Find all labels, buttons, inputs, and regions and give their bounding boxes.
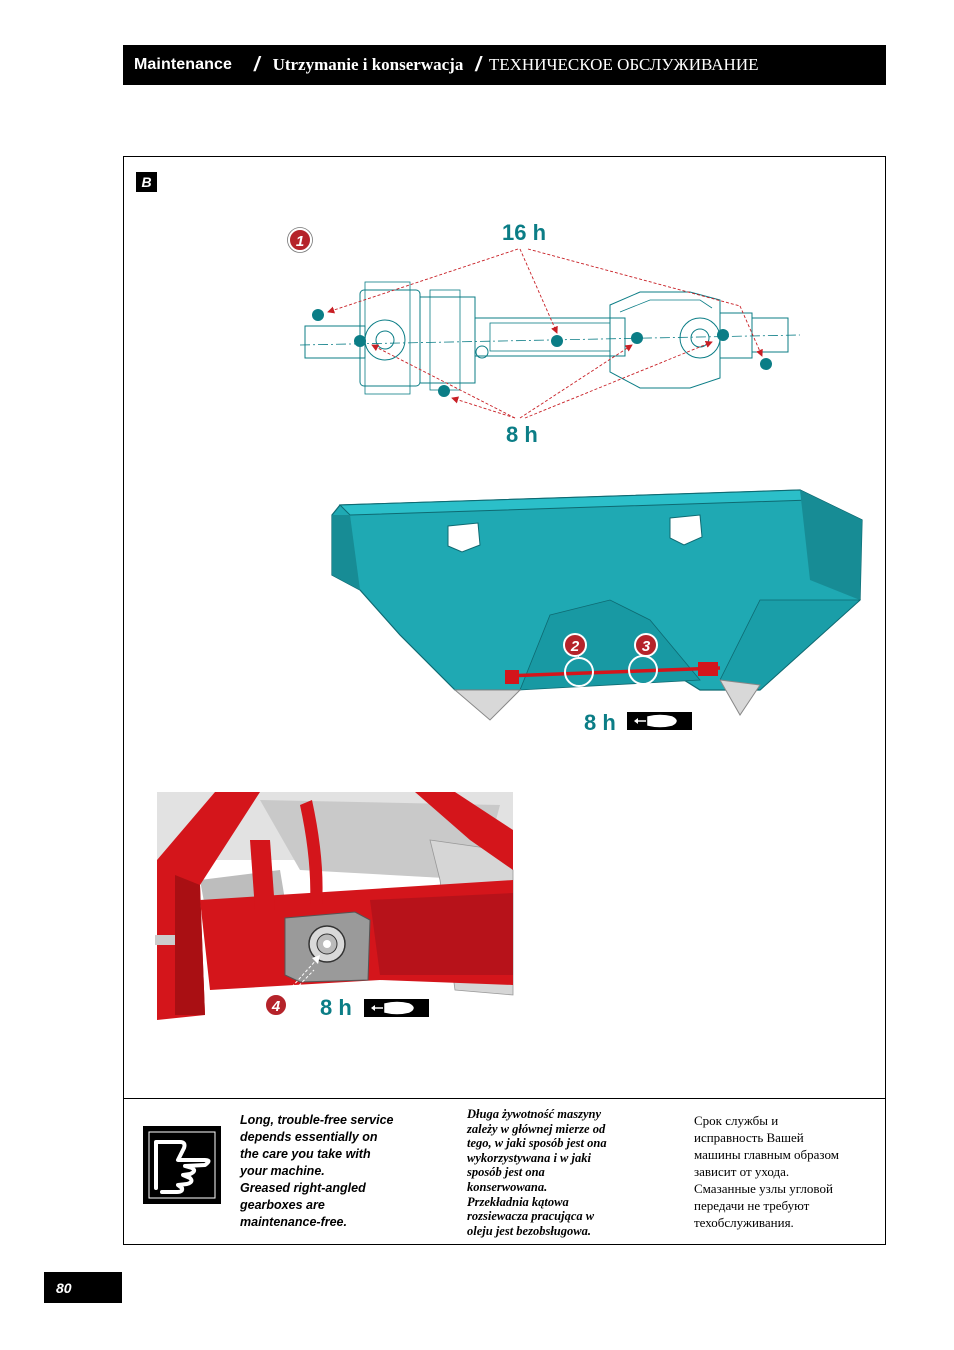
note-line: Смазанные узлы угловой (694, 1181, 833, 1196)
note-line: wykorzystywana i w jaki (467, 1150, 591, 1165)
note-line: зависит от ухода. (694, 1164, 790, 1179)
pto-shaft-diagram (288, 220, 801, 447)
note-line: depends essentially on (240, 1130, 378, 1144)
grease-gun-icon (627, 712, 692, 730)
section-label: B (136, 172, 157, 192)
header-title-pl: Utrzymanie i konserwacja (272, 55, 464, 74)
header-separator: / (475, 53, 481, 76)
interval-16h: 16 h (502, 220, 547, 245)
note-line: техобслуживания. (694, 1215, 794, 1230)
note-line: zależy w głównej mierze od (467, 1121, 606, 1136)
note-line: the care you take with (240, 1147, 371, 1161)
callout-1: 1 (295, 233, 305, 250)
callout-4: 4 (271, 998, 281, 1015)
note-line: your machine. (240, 1164, 325, 1178)
note-line: rozsiewacza pracująca w (467, 1209, 595, 1224)
note-line: gearboxes are (240, 1198, 325, 1212)
note-line: maintenance-free. (240, 1215, 347, 1229)
interval-8h-shaft: 8 h (506, 422, 538, 447)
header-title-en: Maintenance (134, 56, 233, 73)
interval-8h-hopper: 8 h (584, 710, 616, 735)
frame-diagram (155, 792, 513, 1022)
note-line: Długa żywotność maszyny (467, 1107, 602, 1121)
note-line: Срок службы и (694, 1113, 779, 1128)
page-number: 80 (44, 1272, 122, 1303)
note-line: передачи не требуют (694, 1198, 810, 1213)
note-line: Long, trouble-free service (240, 1113, 394, 1127)
header-separator: / (254, 53, 260, 76)
grease-gun-icon (364, 999, 429, 1017)
callout-3: 3 (641, 638, 651, 655)
callout-2: 2 (570, 638, 580, 655)
note-russian (694, 1112, 874, 1231)
pointing-hand-icon (143, 1126, 221, 1204)
note-polish (467, 1107, 657, 1238)
note-line: tego, w jaki sposób jest ona (467, 1136, 607, 1151)
note-english (240, 1112, 430, 1231)
note-line: konserwowana. (467, 1179, 548, 1194)
note-line: машины главным образом (694, 1147, 839, 1162)
note-line: sposób jest ona (467, 1165, 545, 1180)
note-line: исправность Вашей (694, 1130, 804, 1145)
note-line: Greased right-angled (240, 1181, 366, 1195)
hopper-diagram (332, 490, 862, 735)
note-line: oleju jest bezobsługowa. (467, 1223, 591, 1238)
note-line: Przekładnia kątowa (467, 1194, 569, 1209)
header-title-ru: ТЕХНИЧЕСКОЕ ОБСЛУЖИВАНИЕ (488, 55, 759, 74)
interval-8h-frame: 8 h (320, 995, 352, 1020)
